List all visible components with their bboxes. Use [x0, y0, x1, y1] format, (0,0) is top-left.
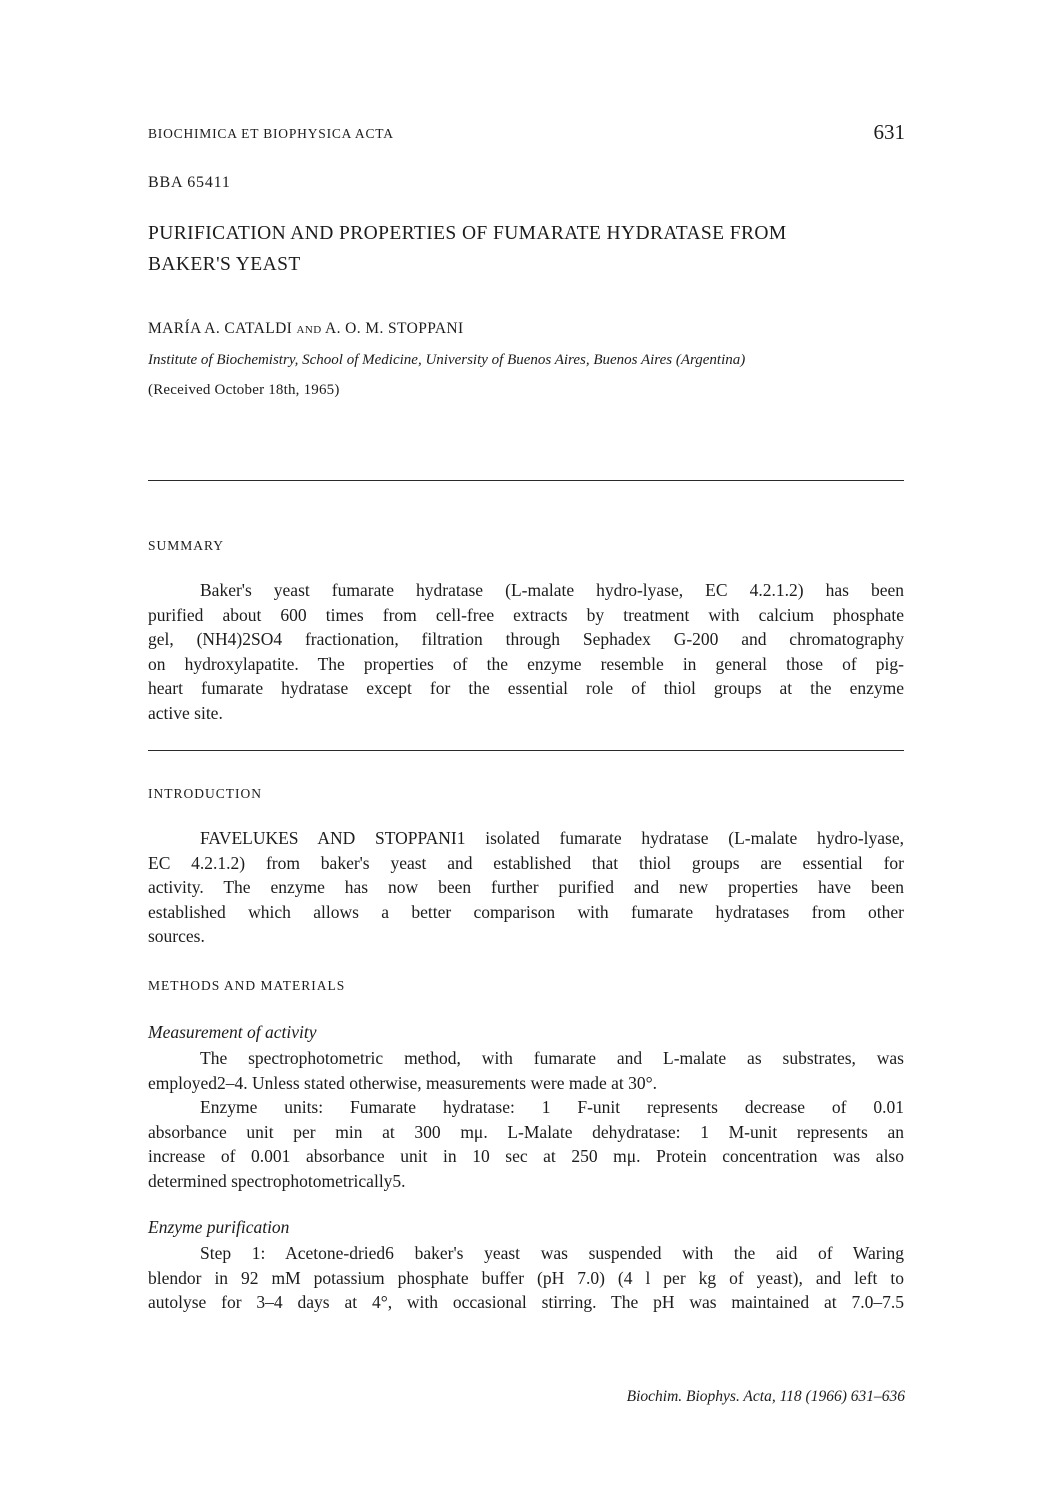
summary-heading: SUMMARY — [148, 538, 225, 553]
bba-identifier: BBA 65411 — [148, 174, 231, 191]
article-title — [148, 218, 908, 280]
activity-paragraph — [148, 1046, 904, 1194]
introduction-paragraph — [148, 826, 904, 949]
authors — [148, 320, 464, 338]
activity-line-4: absorbance unit per min at 300 mμ. L-Malate dehydratase: 1 M-unit represents an — [148, 1121, 904, 1142]
introduction-line-2: EC 4.2.1.2) from baker's yeast and established that thiol groups are essential for — [148, 852, 904, 873]
article-title-line-2: BAKER'S YEAST — [148, 254, 301, 275]
purification-line-2: blendor in 92 mM potassium phosphate buffer (pH 7.0) (4 l per kg of yeast), and left to — [148, 1267, 904, 1288]
purification-line-3: autolyse for 3–4 days at 4°, with occasional stirring. The pH was maintained at 7.0–7.5 — [148, 1292, 904, 1313]
running-head-journal: BIOCHIMICA ET BIOPHYSICA ACTA — [148, 126, 394, 141]
received-date: (Received October 18th, 1965) — [148, 382, 340, 398]
summary-line-2: purified about 600 times from cell-free extracts by treatment with calcium phosphate — [148, 604, 904, 625]
activity-subheading: Measurement of activity — [148, 1022, 317, 1042]
rule-bottom-summary — [148, 750, 904, 751]
footer-citation: Biochim. Biophys. Acta, 118 (1966) 631–636 — [626, 1388, 905, 1405]
introduction-line-3: activity. The enzyme has now been further purified and new properties have been — [148, 877, 904, 898]
article-title-line-1: PURIFICATION AND PROPERTIES OF FUMARATE HYDRATASE FROM — [148, 223, 787, 244]
purification-paragraph — [148, 1241, 904, 1315]
summary-line-4: on hydroxylapatite. The properties of the enzyme resemble in general those of pig- — [148, 653, 904, 674]
activity-line-6: determined spectrophotometrically5. — [148, 1170, 406, 1191]
activity-line-1: The spectrophotometric method, with fumarate and L-malate as substrates, was — [200, 1048, 904, 1068]
summary-line-3: gel, (NH4)2SO4 fractionation, filtration through Sephadex G-200 and chromatography — [148, 629, 904, 650]
introduction-line-4: established which allows a better comparison with fumarate hydratases from other — [148, 901, 904, 922]
activity-line-2: employed2–4. Unless stated otherwise, measurements were made at 30°. — [148, 1072, 658, 1093]
summary-line-6: active site. — [148, 702, 223, 723]
affiliation: Institute of Biochemistry, School of Medicine, University of Buenos Aires, Buenos Aires (Argentina) — [148, 352, 746, 368]
introduction-line-1: FAVELUKES AND STOPPANI1 isolated fumarate hydratase (L-malate hydro-lyase, — [200, 828, 904, 848]
summary-line-1: Baker's yeast fumarate hydratase (L-malate hydro-lyase, EC 4.2.1.2) has been — [200, 580, 904, 600]
purification-line-1: Step 1: Acetone-dried6 baker's yeast was suspended with the aid of Waring — [200, 1243, 904, 1263]
summary-line-5: heart fumarate hydratase except for the essential role of thiol groups at the enzyme — [148, 678, 904, 699]
rule-top-summary — [148, 480, 904, 481]
activity-line-5: increase of 0.001 absorbance unit in 10 sec at 250 mμ. Protein concentration was also — [148, 1146, 904, 1167]
author-1: MARÍA A. CATALDI — [148, 320, 293, 337]
author-conjunction: AND — [296, 324, 322, 336]
introduction-line-5: sources. — [148, 926, 205, 947]
author-2: A. O. M. STOPPANI — [325, 320, 464, 337]
introduction-heading: INTRODUCTION — [148, 786, 262, 801]
methods-heading: METHODS AND MATERIALS — [148, 978, 346, 993]
activity-line-3: Enzyme units: Fumarate hydratase: 1 F-unit represents decrease of 0.01 — [200, 1097, 904, 1118]
summary-paragraph — [148, 578, 904, 726]
page-number: 631 — [873, 120, 905, 144]
purification-subheading: Enzyme purification — [148, 1217, 290, 1237]
